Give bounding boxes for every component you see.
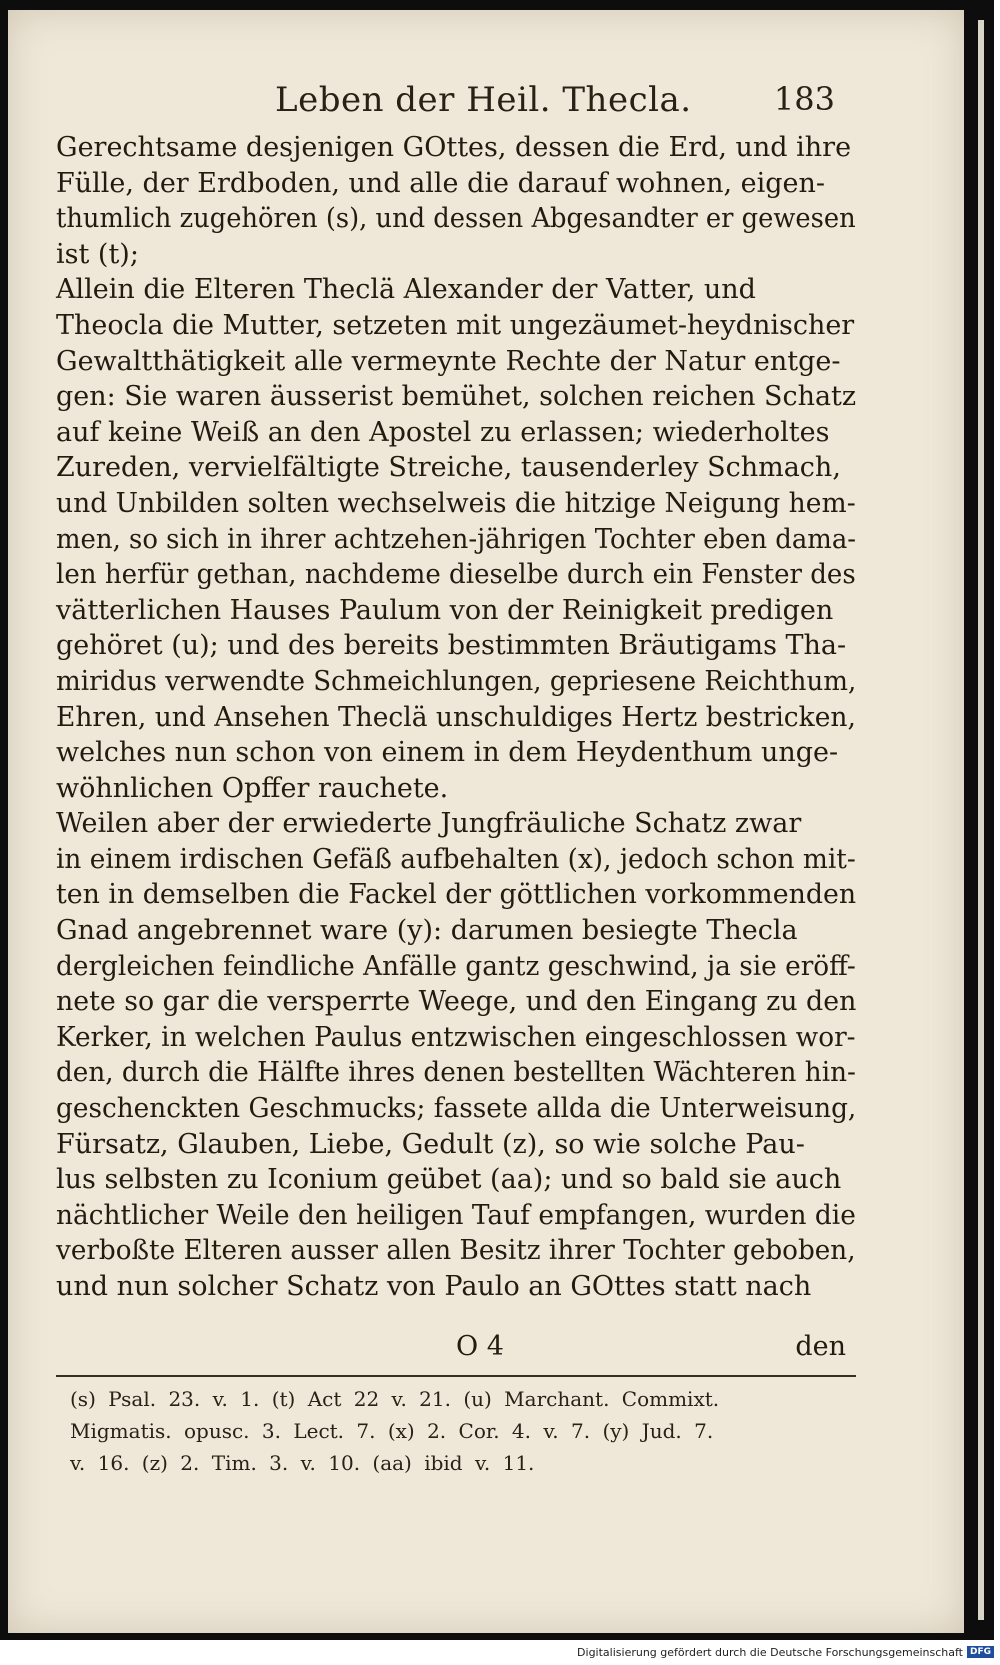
text-line: geschenckten Geschmucks; fassete allda die Unterweisung, xyxy=(56,1093,857,1125)
footnote-line: v. 16. (z) 2. Tim. 3. v. 10. (aa) ibid v. 11. xyxy=(70,1451,535,1475)
catchword: den xyxy=(795,1331,846,1362)
text-line: nächtlicher Weile den heiligen Tauf empfangen, wurden die xyxy=(56,1199,856,1231)
signature-mark: O 4 xyxy=(456,1331,504,1362)
text-line: wöhnlichen Opffer rauchete. xyxy=(56,772,449,804)
text-line: gehöret (u); und des bereits bestimmten Bräutigams Tha- xyxy=(56,630,847,662)
text-line: verboßte Elteren ausser allen Besitz ihrer Tochter geboben, xyxy=(56,1235,856,1267)
text-line: Fülle, der Erdboden, und alle die darauf wohnen, eigen- xyxy=(56,167,826,199)
text-line: in einem irdischen Gefäß aufbehalten (x), jedoch schon mit- xyxy=(56,843,856,875)
text-line: len herfür gethan, nachdeme dieselbe durch ein Fenster des xyxy=(56,559,856,591)
text-line: und nun solcher Schatz von Paulo an GOttes statt nach xyxy=(56,1271,812,1302)
footnote-divider xyxy=(56,1375,856,1377)
text-line: Gnad angebrennet ware (y): darumen besiegte Thecla xyxy=(56,915,798,947)
text-line: den, durch die Hälfte ihres denen bestellten Wächteren hin- xyxy=(56,1057,856,1089)
text-line: miridus verwendte Schmeichlungen, gepriesene Reichthum, xyxy=(56,665,857,697)
digitization-credit xyxy=(577,1643,994,1661)
page-header xyxy=(275,80,835,130)
page-number: 183 xyxy=(773,80,835,118)
text-line: thumlich zugehören (s), und dessen Abgesandter er gewesen xyxy=(56,203,856,235)
text-line: ist (t); xyxy=(56,238,139,270)
text-line: Kerker, in welchen Paulus entzwischen eingeschlossen wor- xyxy=(56,1021,856,1053)
text-line: Ehren, und Ansehen Theclä unschuldiges Hertz bestricken, xyxy=(56,701,856,733)
text-line: men, so sich in ihrer achtzehen-jährigen Tochter eben dama- xyxy=(56,523,857,555)
footnotes xyxy=(70,1383,860,1479)
text-line: Gewaltthätigkeit alle vermeynte Rechte der Natur entge- xyxy=(56,345,841,377)
page-edge xyxy=(978,20,984,1620)
text-line: Fürsatz, Glauben, Liebe, Gedult (z), so wie solche Pau- xyxy=(56,1128,805,1160)
main-text xyxy=(56,130,856,1305)
dfg-logo: DFG xyxy=(967,1646,994,1658)
text-line: Gerechtsame desjenigen GOttes, dessen die Erd, und ihre xyxy=(56,132,852,163)
credit-text: Digitalisierung gefördert durch die Deutsche Forschungsgemeinschaft xyxy=(577,1645,963,1659)
text-line: gen: Sie waren äusserist bemühet, solchen reichen Schatz xyxy=(56,381,857,413)
running-title: Leben der Heil. Thecla. xyxy=(275,80,692,120)
page-foot-marks xyxy=(56,1331,846,1367)
text-line: und Unbilden solten wechselweis die hitzige Neigung hem- xyxy=(56,487,856,519)
text-line: ten in demselben die Fackel der göttlichen vorkommenden xyxy=(56,879,857,911)
text-line: nete so gar die versperrte Weege, und den Eingang zu den xyxy=(56,986,857,1018)
text-line: vätterlichen Hauses Paulum von der Reinigkeit predigen xyxy=(56,594,834,626)
text-line: lus selbsten zu Iconium geübet (aa); und so bald sie auch xyxy=(56,1164,842,1196)
text-line: auf keine Weiß an den Apostel zu erlassen; wiederholtes xyxy=(56,416,830,448)
text-line: welches nun schon von einem in dem Heydenthum unge- xyxy=(56,737,839,769)
text-line: Zureden, vervielfältigte Streiche, tausenderley Schmach, xyxy=(56,452,841,484)
text-line: Allein die Elteren Theclä Alexander der Vatter, und xyxy=(56,274,756,306)
text-line: Theocla die Mutter, setzeten mit ungezäumet-heydnischer xyxy=(56,309,855,341)
footnote-line: (s) Psal. 23. v. 1. (t) Act 22 v. 21. (u) Marchant. Commixt. xyxy=(70,1387,720,1411)
footnote-line: Migmatis. opusc. 3. Lect. 7. (x) 2. Cor. 4. v. 7. (y) Jud. 7. xyxy=(70,1419,714,1443)
text-line: Weilen aber der erwiederte Jungfräuliche Schatz zwar xyxy=(56,808,802,840)
text-line: dergleichen feindliche Anfälle gantz geschwind, ja sie eröff- xyxy=(56,950,856,982)
